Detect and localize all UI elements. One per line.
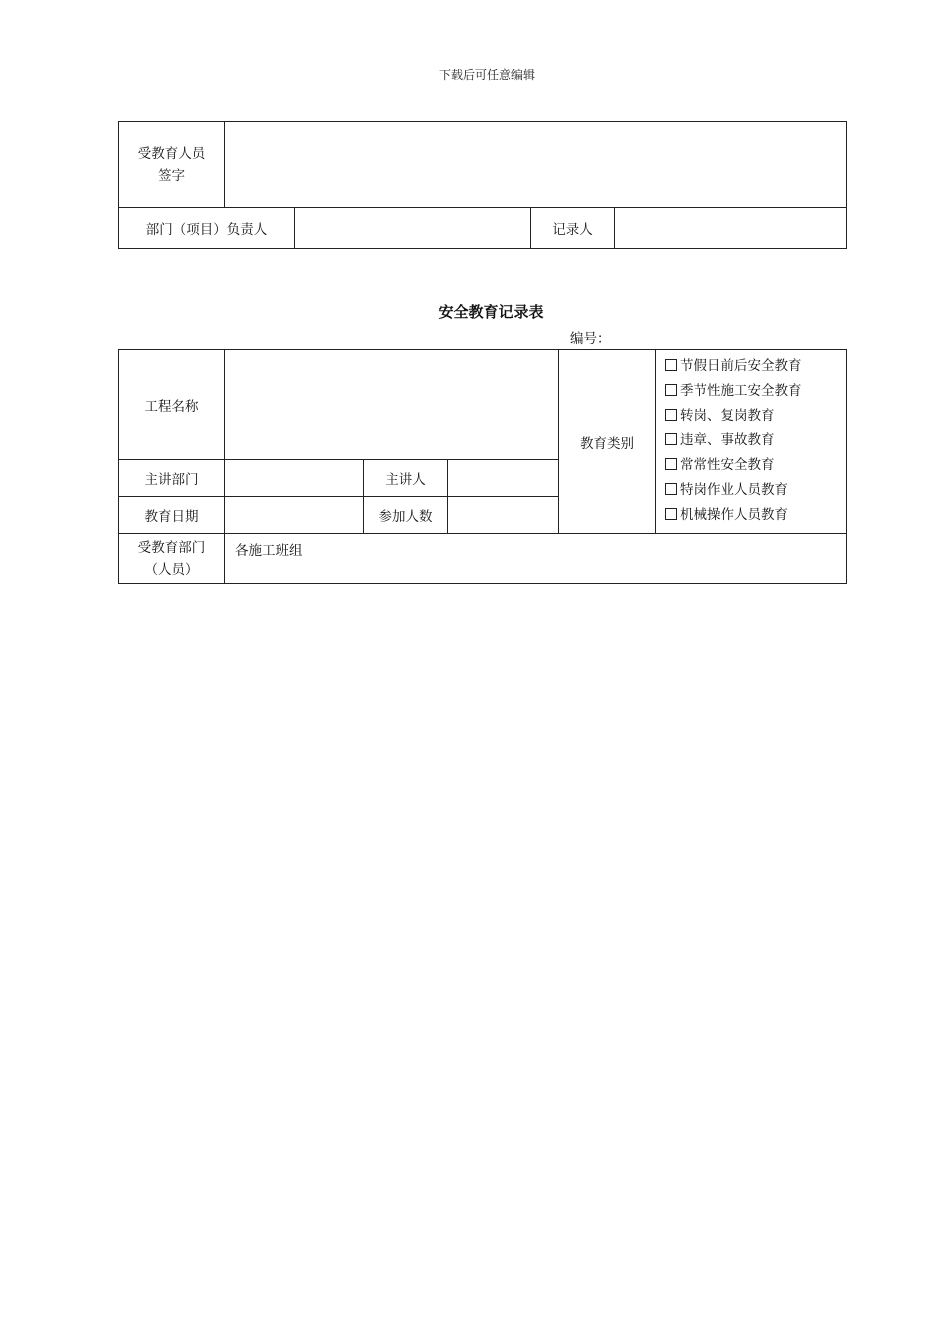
checkbox-icon[interactable] (665, 409, 677, 421)
edu-category-item[interactable] (665, 503, 846, 528)
dept-head-label: 部门（项目）负责人 (119, 208, 295, 249)
signature-table (118, 121, 847, 249)
edu-date-input-cell[interactable] (225, 497, 364, 534)
education-record-table (118, 349, 847, 584)
recorder-label: 记录人 (531, 208, 615, 249)
trainee-dept-value[interactable]: 各施工班组 (225, 534, 847, 584)
edu-category-label: 违章、事故教育 (680, 432, 775, 449)
recorder-input-cell[interactable] (615, 208, 847, 249)
edu-category-item[interactable] (665, 354, 846, 379)
form-title: 安全教育记录表 (438, 303, 544, 321)
lecture-dept-input-cell[interactable] (225, 460, 364, 497)
edu-category-label: 季节性施工安全教育 (680, 382, 802, 399)
signature-label-line1: 受教育人员 (137, 145, 206, 162)
checkbox-icon[interactable] (665, 508, 677, 520)
trainee-dept-label-line1: 受教育部门 (137, 539, 206, 556)
edu-category-label: 转岗、复岗教育 (680, 407, 775, 424)
trainee-dept-label-cell (119, 534, 225, 584)
participants-label: 参加人数 (364, 497, 448, 534)
edu-category-label: 常常性安全教育 (680, 457, 775, 474)
checkbox-icon[interactable] (665, 384, 677, 396)
lecturer-label: 主讲人 (364, 460, 448, 497)
edu-category-item[interactable] (665, 478, 846, 503)
checkbox-icon[interactable] (665, 483, 677, 495)
signature-label-cell (119, 122, 225, 208)
lecturer-input-cell[interactable] (448, 460, 559, 497)
edu-category-item[interactable] (665, 453, 846, 478)
page-header-note: 下载后可任意编辑 (438, 68, 535, 82)
edu-category-item[interactable] (665, 404, 846, 429)
project-name-input-cell[interactable] (225, 350, 559, 460)
edu-category-label: 特岗作业人员教育 (680, 481, 789, 498)
participants-input-cell[interactable] (448, 497, 559, 534)
checkbox-icon[interactable] (665, 433, 677, 445)
edu-date-label: 教育日期 (119, 497, 225, 534)
checkbox-icon[interactable] (665, 458, 677, 470)
form-number-label: 编号： (570, 331, 611, 347)
signature-input-cell[interactable] (225, 122, 847, 208)
edu-type-label: 教育类别 (559, 350, 656, 534)
edu-category-label: 机械操作人员教育 (680, 506, 789, 523)
dept-head-input-cell[interactable] (295, 208, 531, 249)
signature-label-line2: 签字 (158, 167, 185, 184)
edu-category-item[interactable] (665, 379, 846, 404)
trainee-dept-label-line2: （人员） (144, 561, 199, 578)
project-name-label: 工程名称 (119, 350, 225, 460)
checkbox-icon[interactable] (665, 359, 677, 371)
edu-category-item[interactable] (665, 428, 846, 453)
lecture-dept-label: 主讲部门 (119, 460, 225, 497)
edu-category-list (656, 350, 847, 534)
edu-category-label: 节假日前后安全教育 (680, 358, 802, 374)
